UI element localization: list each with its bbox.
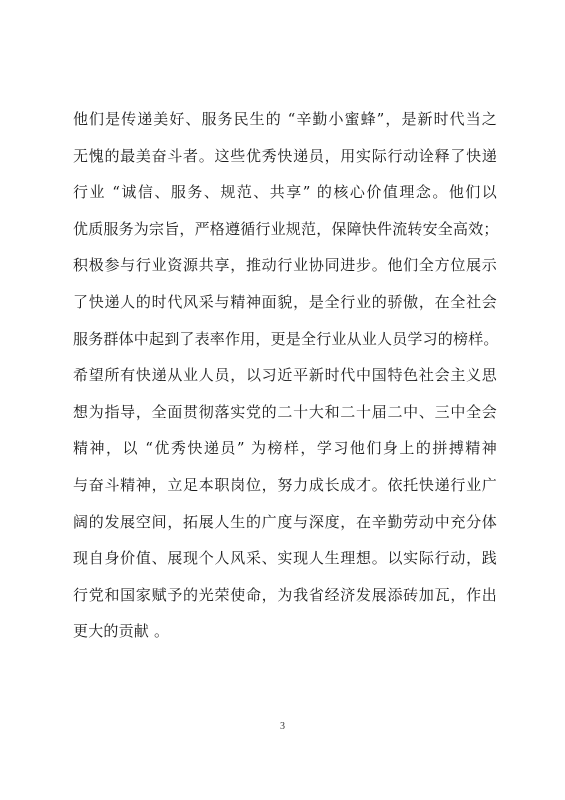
paragraph-line: 与奋斗精神，立足本职岗位，努力成长成才。依托快递行业广: [73, 475, 497, 494]
paragraph-line: 想为指导，全面贯彻落实党的二十大和二十届二中、三中全会: [73, 402, 497, 421]
paragraph-line: 希望所有快递从业人员，以习近平新时代中国特色社会主义思: [73, 366, 497, 385]
body-paragraph: [73, 101, 497, 650]
page-number: 3: [280, 721, 285, 732]
paragraph-line: 阔的发展空间，拓展人生的广度与深度，在辛勤劳动中充分体: [73, 512, 497, 531]
paragraph-line: 他们是传递美好、服务民生的 “辛勤小蜜蜂”，是新时代当之: [73, 110, 497, 128]
paragraph-line: 现自身价值、展现个人风采、实现人生理想。以实际行动，践: [73, 549, 497, 568]
paragraph-line: 了快递人的时代风采与精神面貌，是全行业的骄傲，在全社会: [73, 292, 497, 311]
paragraph-line: 更大的贡献 。: [73, 622, 170, 641]
paragraph-line: 精神，以 “优秀快递员” 为榜样，学习他们身上的拼搏精神: [73, 439, 497, 458]
paragraph-line: 积极参与行业资源共享，推动行业协同进步。他们全方位展示: [73, 256, 497, 275]
paragraph-line: 行业 “诚信、服务、规范、共享” 的核心价值理念。他们以: [73, 183, 497, 202]
paragraph-line: 服务群体中起到了表率作用，更是全行业从业人员学习的榜样。: [73, 329, 499, 348]
paragraph-line: 行党和国家赋予的光荣使命，为我省经济发展添砖加瓦，作出: [73, 585, 497, 604]
paragraph-line: 优质服务为宗旨，严格遵循行业规范，保障快件流转安全高效；: [73, 219, 499, 238]
paragraph-line: 无愧的最美奋斗者。这些优秀快递员，用实际行动诠释了快递: [73, 146, 497, 165]
